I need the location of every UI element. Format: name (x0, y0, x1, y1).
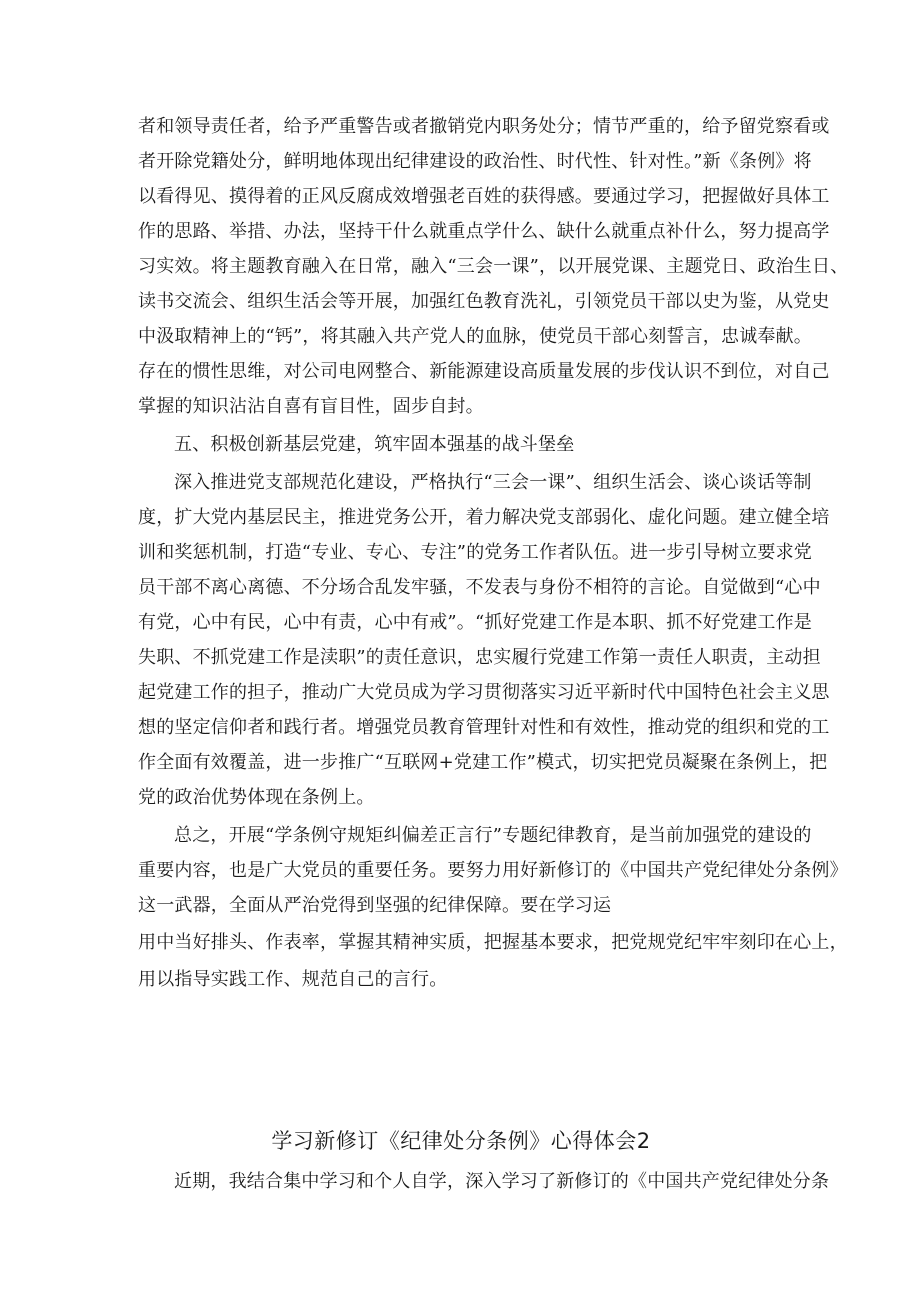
body-line-15: 有党，心中有民，心中有责，心中有戒”。“抓好党建工作是本职、抓不好党建工作是 (138, 612, 813, 633)
body-line-1: 者和领导责任者，给予严重警告或者撤销党内职务处分；情节严重的，给予留党察看或 (138, 116, 830, 137)
body-line-21: 总之，开展“学条例守规矩纠偏差正言行”专题纪律教育，是当前加强党的建设的 (174, 825, 812, 846)
body-line-26: 近期，我结合集中学习和个人自学，深入学习了新修订的《中国共产党纪律处分条 (174, 1171, 830, 1192)
body-line-6: 读书交流会、组织生活会等开展，加强红色教育洗礼，引领党员干部以史为鉴，从党史 (138, 291, 830, 312)
body-line-14: 员干部不离心离德、不分场合乱发牢骚，不发表与身份不相符的言论。自觉做到“心中 (138, 577, 821, 598)
body-line-17: 起党建工作的担子，推动广大党员成为学习贯彻落实习近平新时代中国特色社会主义思 (138, 682, 830, 703)
body-line-23: 这一武器，全面从严治党得到坚强的纪律保障。要在学习运 (138, 895, 612, 916)
body-line-25: 用以指导实践工作、规范自己的言行。 (138, 969, 448, 990)
body-line-20: 党的政治优势体现在条例上。 (138, 787, 375, 808)
body-line-8: 存在的惯性思维，对公司电网整合、新能源建设高质量发展的步伐认识不到位，对自己 (138, 361, 830, 382)
body-line-18: 想的坚定信仰者和践行者。增强党员教育管理针对性和有效性，推动党的组织和党的工 (138, 717, 830, 738)
body-line-16: 失职、不抓党建工作是渎职”的责任意识，忠实履行党建工作第一责任人职责，主动担 (138, 647, 821, 668)
body-line-7: 中汲取精神上的“钙”，将其融入共产党人的血脉，使党员干部心刻誓言，忠诚奉献。 (138, 326, 813, 347)
article-title: 学习新修订《纪律处分条例》心得体会2 (271, 1129, 651, 1153)
body-line-11: 深入推进党支部规范化建设，严格执行“三会一课”、组织生活会、谈心谈话等制 (174, 472, 812, 493)
body-line-12: 度，扩大党内基层民主，推进党务公开，着力解决党支部弱化、虚化问题。建立健全培 (138, 507, 830, 528)
body-line-2: 者开除党籍处分，鲜明地体现出纪律建设的政治性、时代性、针对性。”新《条例》将 (138, 151, 812, 172)
body-line-22: 重要内容，也是广大党员的重要任务。要努力用好新修订的《中国共产党纪律处分条例》 (138, 860, 848, 881)
section-heading: 五、积极创新基层党建，筑牢固本强基的战斗堡垒 (174, 434, 575, 455)
body-line-3: 以看得见、摸得着的正风反腐成效增强老百姓的获得感。要通过学习，把握做好具体工 (138, 186, 830, 207)
body-line-24: 用中当好排头、作表率，掌握其精神实质，把握基本要求，把党规党纪牢牢刻印在心上， (138, 932, 848, 953)
body-line-5: 习实效。将主题教育融入在日常，融入“三会一课”，以开展党课、主题党日、政治生日、 (138, 256, 849, 277)
body-line-9: 掌握的知识沾沾自喜有盲目性，固步自封。 (138, 396, 484, 417)
body-line-13: 训和奖惩机制，打造“专业、专心、专注”的党务工作者队伍。进一步引导树立要求党 (138, 542, 813, 563)
body-line-4: 作的思路、举措、办法，坚持干什么就重点学什么、缺什么就重点补什么，努力提高学 (138, 221, 830, 242)
body-line-19: 作全面有效覆盖，进一步推广“互联网+党建工作”模式，切实把党员凝聚在条例上，把 (138, 752, 828, 773)
